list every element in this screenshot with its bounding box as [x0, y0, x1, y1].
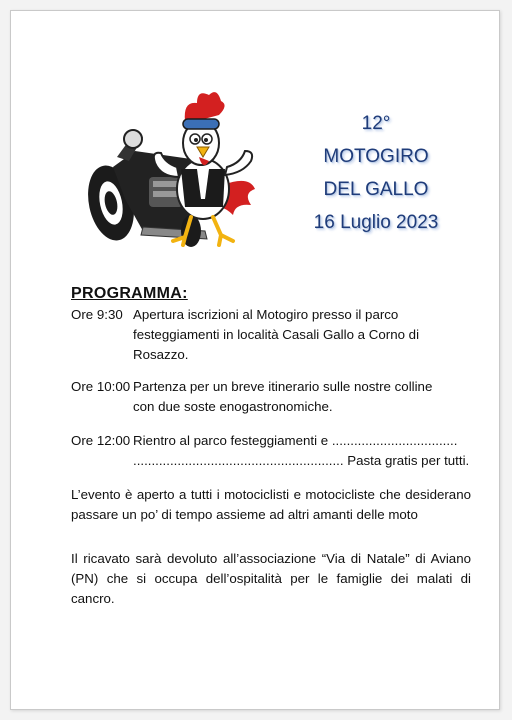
description-line: Apertura iscrizioni al Motogiro presso il parco: [133, 307, 399, 322]
description-line: Partenza per un breve itinerario sulle nostre colline: [133, 379, 433, 394]
event-title: [281, 107, 471, 239]
schedule-time: Ore 9:30: [71, 307, 123, 322]
schedule-description: [133, 431, 473, 471]
description-line: con due soste enogastronomiche.: [133, 399, 333, 414]
description-line: festeggiamenti in località Casali Gallo a Corno di: [133, 327, 420, 342]
title-line-1: MOTOGIRO: [323, 146, 429, 167]
title-line-2: DEL GALLO: [323, 179, 429, 200]
schedule-description: [133, 377, 473, 417]
programma-heading: PROGRAMMA:: [71, 285, 188, 302]
flyer-page: [10, 10, 500, 710]
event-date: 16 Luglio 2023: [313, 212, 439, 233]
edition-number: 12°: [361, 113, 391, 134]
description-line: Rientro al parco festeggiamenti e ..................................: [133, 433, 458, 448]
event-description-paragraph: L’evento è aperto a tutti i motociclisti e motocicliste che desiderano passare un po’ di tempo assieme ad altri amanti delle moto: [71, 487, 471, 522]
schedule-time: Ore 10:00: [71, 379, 131, 394]
charity-paragraph: Il ricavato sarà devoluto all’associazione “Via di Natale” di Aviano (PN) che si occupa dell’ospitalità per le famiglie dei malati di cancro.: [71, 551, 471, 606]
schedule-time: Ore 12:00: [71, 433, 131, 448]
schedule-description: [133, 305, 473, 365]
description-line: ......................................................... Pasta gratis per tutti.: [133, 453, 470, 468]
description-line: Rosazzo.: [133, 347, 189, 362]
rooster-motorcycle-logo: [73, 81, 269, 251]
